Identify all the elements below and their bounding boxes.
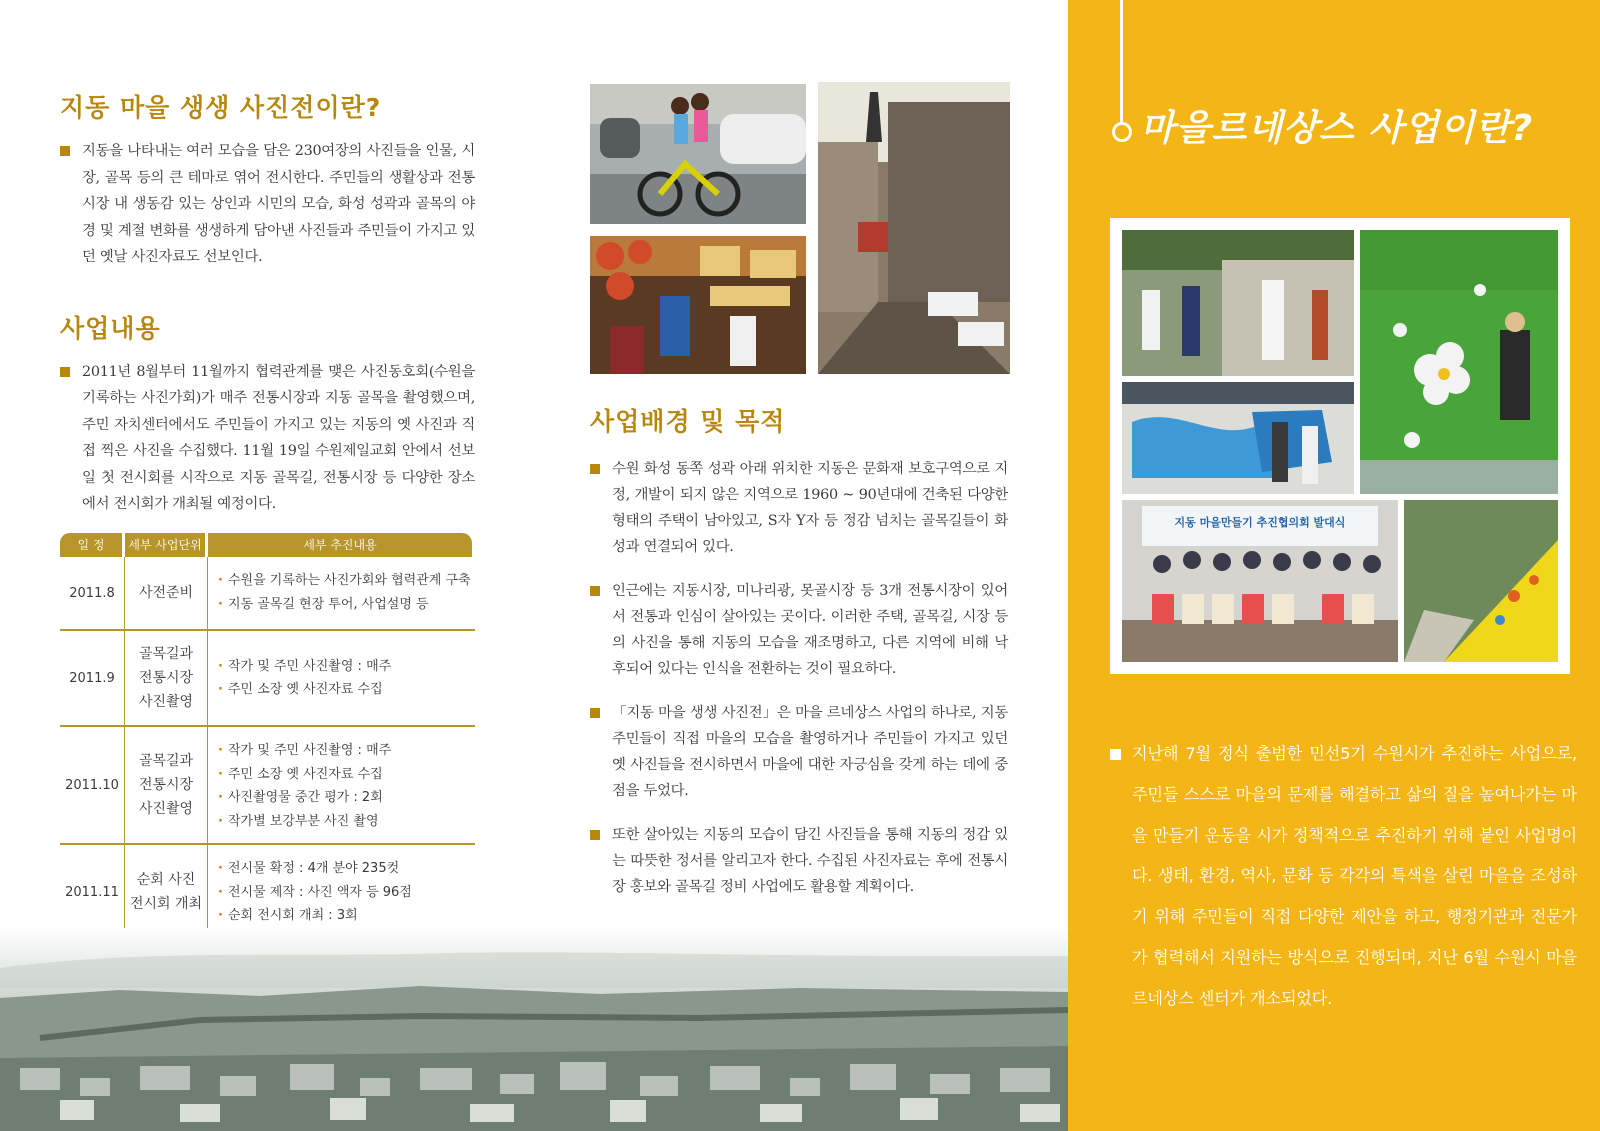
- ceremony-banner-text: 지동 마을만들기 추진협의회 발대식: [1174, 516, 1346, 529]
- paragraph-text: 인근에는 지동시장, 미나리광, 못골시장 등 3개 전통시장이 있어서 전통과 인심이 살아있는 곳이다. 이러한 주택, 골목길, 시장 등의 사진을 통해 지동의 모습을 재조명하고, 다른 지역에 비해 낙후되어 있다는 인식을 전환하는 것이 필요하다.: [612, 583, 1008, 677]
- hanging-ring-icon: [1112, 122, 1132, 142]
- mural-painting-image: [1122, 230, 1354, 376]
- square-bullet-icon: [60, 146, 70, 156]
- row-date: 2011.11: [65, 884, 119, 900]
- row-details: [208, 845, 475, 939]
- green-wall-image: [1360, 230, 1558, 494]
- section-title-background-purpose: 사업배경 및 목적: [590, 407, 786, 436]
- square-bullet-icon: [1110, 749, 1121, 760]
- schedule-header: [60, 533, 475, 557]
- schedule-table: [60, 533, 475, 941]
- row-date: 2011.8: [69, 585, 115, 601]
- detail-item: · 주민 소장 옛 사진자료 수집: [218, 678, 391, 702]
- table-row: [60, 845, 475, 941]
- paragraph-text: 지동을 나타내는 여러 모습을 담은 230여장의 사진들을 인물, 시장, 골목 등의 큰 테마로 엮어 전시한다. 주민들의 생활상과 전통시장 내 생동감 있는 상인과 시민의 모습, 화성 성곽과 골목의 야경 및 계절 변화를 생생하게 담아낸 사진들과 주민들이 가지고 있던 옛날 사진자료도 선보인다.: [82, 143, 475, 265]
- square-bullet-icon: [590, 586, 600, 596]
- detail-item: · 순회 전시회 개최 : 3회: [218, 904, 475, 928]
- detail-item: · 주민 소장 옛 사진자료 수집: [218, 763, 475, 787]
- background-paragraph: [590, 700, 1008, 804]
- market-image: [590, 236, 806, 374]
- photo-collage-frame: [1110, 218, 1570, 674]
- blue-mural-image: [1122, 382, 1354, 494]
- row-unit: 사전준비: [124, 557, 208, 629]
- header-details: 세부 추진내용: [208, 533, 472, 557]
- row-details: [208, 727, 475, 843]
- row-details: [208, 557, 475, 629]
- square-bullet-icon: [60, 367, 70, 377]
- left-column: [60, 88, 475, 518]
- panel-title: 마을르네상스 사업이란?: [1140, 108, 1534, 149]
- children-bicycle-image: [590, 84, 806, 224]
- background-paragraph: [590, 822, 1008, 900]
- square-bullet-icon: [590, 708, 600, 718]
- paragraph-text: 수원 화성 동쪽 성곽 아래 위치한 지동은 문화재 보호구역으로 지정, 개발이 되지 않은 지역으로 1960 ~ 90년대에 건축된 다양한 형태의 주택이 남아있고, S자 Y자 등 정감 넘치는 골목길들이 화성과 연결되어 있다.: [612, 461, 1008, 555]
- photo-children-bicycle: [590, 84, 806, 224]
- section-title-project-content: 사업내용: [60, 313, 161, 343]
- detail-item: · 사진촬영물 중간 평가 : 2회: [218, 786, 475, 810]
- paragraph-text: 또한 살아있는 지동의 모습이 담긴 사진들을 통해 지동의 정감 있는 따뜻한 정서를 알리고자 한다. 수집된 사진자료는 후에 전통시장 홍보와 골목길 정비 사업에도 활용할 계획이다.: [612, 827, 1008, 895]
- background-paragraph: [590, 456, 1008, 560]
- background-paragraph: [590, 578, 1008, 682]
- yellow-wall-image: [1404, 500, 1558, 662]
- section-text-project-content: [60, 359, 475, 518]
- row-date: 2011.9: [69, 670, 115, 686]
- square-bullet-icon: [590, 464, 600, 474]
- paragraph-text: 지난해 7월 정식 출범한 민선5기 수원시가 추진하는 사업으로, 주민들 스스로 마을의 문제를 해결하고 삶의 질을 높여나가는 마을 만들기 운동을 시가 정책적으로 추진하기 위해 붙인 사업명이다. 생태, 환경, 역사, 문화 등 각각의 특색을 살린 마을을 조성하기 위해 주민들이 직접 다양한 제안을 하고, 행정기관과 전문가가 협력해서 지원하는 방식으로 진행되며, 지난 6월 수원시 마을 르네상스 센터가 개소되었다.: [1132, 744, 1577, 1008]
- photo-alley: [818, 82, 1010, 374]
- table-row: [60, 557, 475, 631]
- detail-item: · 전시물 확정 : 4개 분야 235컷: [218, 857, 475, 881]
- photo-group-ceremony: [1122, 500, 1398, 662]
- panel-text: [1110, 734, 1577, 1020]
- alley-image: [818, 82, 1010, 374]
- table-row: [60, 631, 475, 727]
- header-unit: 세부 사업단위: [125, 533, 205, 557]
- table-row: [60, 727, 475, 845]
- detail-item: · 작가별 보강부분 사진 촬영: [218, 810, 475, 834]
- row-date: 2011.10: [65, 777, 119, 793]
- city-skyline-image: [0, 928, 1068, 1131]
- photo-green-wall-mural: [1360, 230, 1558, 494]
- square-bullet-icon: [590, 830, 600, 840]
- photo-blue-mural: [1122, 382, 1354, 494]
- header-date: 일 정: [60, 533, 122, 557]
- city-panorama-photo: [0, 928, 1068, 1131]
- row-details: [208, 631, 475, 725]
- detail-item: · 작가 및 주민 사진촬영 : 매주: [218, 655, 391, 679]
- photo-yellow-wall: [1404, 500, 1558, 662]
- photo-mural-painting: [1122, 230, 1354, 376]
- section-title-photo-exhibition: 지동 마을 생생 사진전이란?: [60, 93, 382, 122]
- section-text-photo-exhibition: [60, 138, 475, 271]
- paragraph-text: 2011년 8월부터 11월까지 협력관계를 맺은 사진동호회(수원을 기록하는 사진가회)가 매주 전통시장과 지동 골목을 촬영했으며, 주민 자치센터에서도 주민들이 가지고 있는 지동의 옛 사진과 직접 찍은 사진을 수집했다. 11월 19일 수원제일교회 안에서 선보일 첫 전시회를 시작으로 지동 골목길, 전통시장 등 다양한 장소에서 전시회가 개최될 예정이다.: [82, 363, 475, 512]
- paragraph-text: 「지동 마을 생생 사진전」은 마을 르네상스 사업의 하나로, 지동 주민들이 직접 마을의 모습을 촬영하거나 주민들이 가지고 있던 옛 사진들을 전시하면서 마을에 대한 자긍심을 갖게 하는 데에 중점을 두었다.: [612, 705, 1008, 799]
- row-unit: 순회 사진 전시회 개최: [124, 845, 208, 939]
- detail-item: · 지동 골목길 현장 투어, 사업설명 등: [218, 593, 475, 617]
- middle-column: [590, 402, 1008, 900]
- photo-traditional-market: [590, 236, 806, 374]
- detail-item: · 작가 및 주민 사진촬영 : 매주: [218, 739, 475, 763]
- detail-item: · 전시물 제작 : 사진 액자 등 96점: [218, 881, 475, 905]
- row-unit: 골목길과 전통시장 사진촬영: [124, 727, 208, 843]
- detail-item: · 수원을 기록하는 사진가회와 협력관계 구축: [218, 569, 475, 593]
- hanging-line-icon: [1120, 0, 1123, 124]
- row-unit: 골목길과 전통시장 사진촬영: [124, 631, 208, 725]
